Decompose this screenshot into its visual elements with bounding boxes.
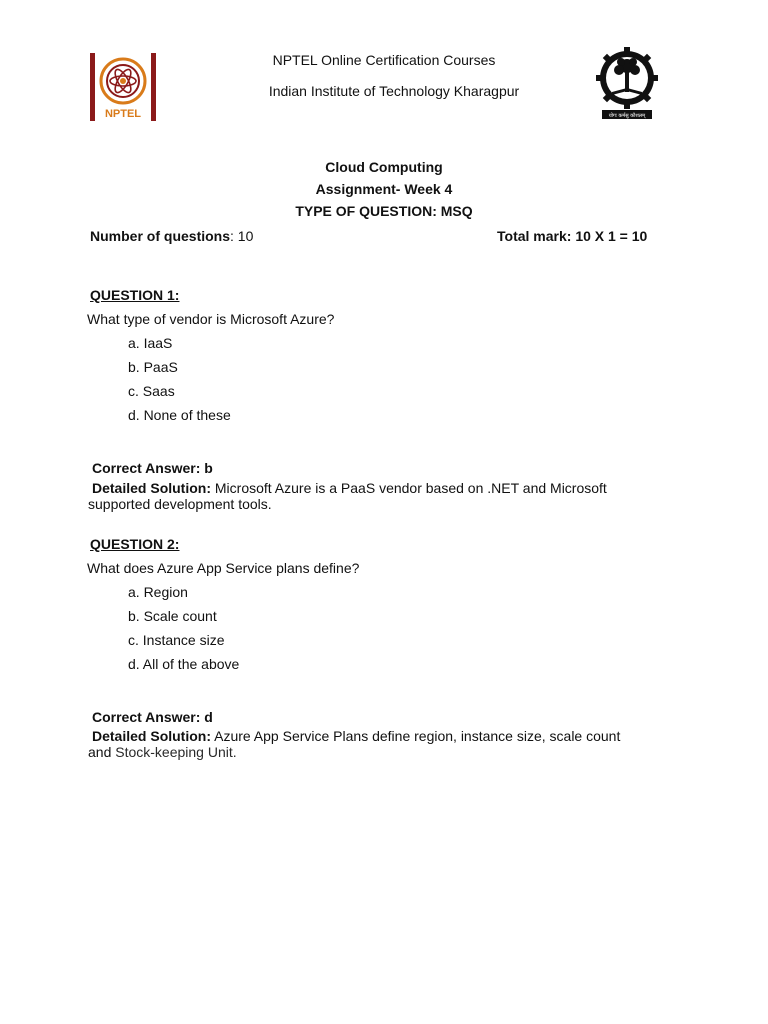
question-1-solution-text: Microsoft Azure is a PaaS vendor based on .NET and Microsoft supported development tools.	[88, 480, 607, 512]
question-2-option-d: d. All of the above	[128, 656, 240, 672]
question-2-solution	[88, 728, 628, 760]
question-1-option-b: b. PaaS	[128, 359, 178, 375]
question-2-solution-extra: Stock-keeping Unit.	[115, 744, 237, 760]
total-mark: Total mark: 10 X 1 = 10	[497, 228, 648, 244]
question-2-heading: QUESTION 2:	[90, 536, 180, 552]
header-line-2: Indian Institute of Technology Kharagpur	[268, 83, 520, 99]
question-2-solution-text: Azure App Service Plans define region, instance size, scale count and	[88, 728, 621, 760]
question-2-option-a: a. Region	[128, 584, 188, 600]
iit-kharagpur-logo	[594, 44, 660, 122]
question-1-solution	[88, 480, 618, 512]
question-type: TYPE OF QUESTION: MSQ	[295, 203, 473, 219]
question-1-option-c: c. Saas	[128, 383, 175, 399]
nptel-logo-text: NPTEL	[104, 108, 142, 120]
question-1-answer: Correct Answer: b	[92, 460, 213, 476]
header-line-1: NPTEL Online Certification Courses	[272, 52, 496, 68]
question-2-text: What does Azure App Service plans define?	[87, 560, 360, 576]
question-2-option-c: c. Instance size	[128, 632, 225, 648]
question-2-option-b: b. Scale count	[128, 608, 217, 624]
question-2-answer: Correct Answer: d	[92, 709, 213, 725]
question-2-solution-label: Detailed Solution:	[92, 728, 211, 744]
iit-logo-caption: योगः कर्मसु कौशलम्	[608, 113, 646, 119]
question-1-option-d: d. None of these	[128, 407, 231, 423]
question-1-option-a: a. IaaS	[128, 335, 173, 351]
course-title: Cloud Computing	[325, 159, 443, 175]
question-1-solution-label: Detailed Solution:	[92, 480, 211, 496]
question-1-heading: QUESTION 1:	[90, 287, 180, 303]
num-questions-label: Number of questions	[90, 228, 231, 244]
question-1-text: What type of vendor is Microsoft Azure?	[87, 311, 335, 327]
num-questions	[90, 228, 253, 244]
assignment-title: Assignment- Week 4	[315, 181, 453, 197]
num-questions-value: : 10	[230, 228, 254, 244]
